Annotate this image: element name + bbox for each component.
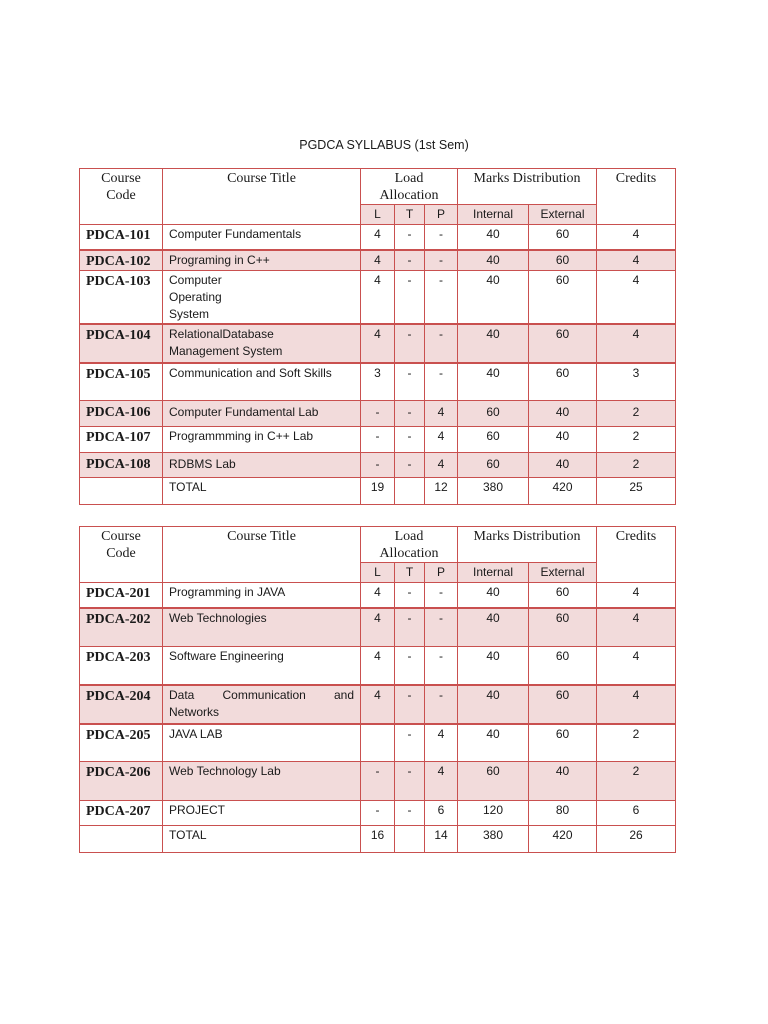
p-value: -	[425, 225, 458, 250]
p-value: 6	[425, 801, 458, 826]
table-row	[80, 724, 676, 762]
p-value: -	[425, 608, 458, 647]
course-title: Programming in JAVA	[163, 583, 361, 608]
total-p: 14	[425, 826, 458, 853]
course-title: Web Technologies	[163, 608, 361, 647]
total-credits: 25	[597, 478, 676, 505]
t-value: -	[395, 583, 425, 608]
marks-distribution-header: Marks Distribution	[458, 169, 597, 205]
total-internal: 380	[458, 478, 529, 505]
course-title: Communication and Soft Skills	[163, 363, 361, 401]
l-value	[361, 724, 395, 762]
course-title: JAVA LAB	[163, 724, 361, 762]
credits-value: 4	[597, 647, 676, 685]
total-blank	[80, 478, 163, 505]
credits-header: Credits	[597, 169, 676, 225]
t-value: -	[395, 324, 425, 363]
total-l: 16	[361, 826, 395, 853]
p-value: 4	[425, 762, 458, 801]
total-row	[80, 478, 676, 505]
t-value: -	[395, 685, 425, 724]
p-value: -	[425, 250, 458, 271]
p-header: P	[425, 205, 458, 225]
table-row	[80, 250, 676, 271]
total-p: 12	[425, 478, 458, 505]
internal-value: 40	[458, 324, 529, 363]
credits-value: 4	[597, 583, 676, 608]
l-value: -	[361, 762, 395, 801]
credits-value: 4	[597, 324, 676, 363]
course-title: Programmming in C++ Lab	[163, 427, 361, 453]
internal-value: 40	[458, 270, 529, 324]
t-value: -	[395, 250, 425, 271]
p-value: 4	[425, 427, 458, 453]
credits-value: 4	[597, 225, 676, 250]
external-value: 80	[529, 801, 597, 826]
course-code-header: Course Code	[80, 169, 163, 225]
external-value: 60	[529, 647, 597, 685]
course-code: PDCA-101	[80, 225, 163, 250]
p-value: 4	[425, 724, 458, 762]
total-t	[395, 826, 425, 853]
internal-value: 40	[458, 685, 529, 724]
course-code: PDCA-105	[80, 363, 163, 401]
page-title: PGDCA SYLLABUS (1st Sem)	[299, 138, 469, 152]
l-value: -	[361, 401, 395, 427]
course-title: Computer Fundamental Lab	[163, 401, 361, 427]
credits-value: 6	[597, 801, 676, 826]
external-value: 60	[529, 324, 597, 363]
course-code: PDCA-204	[80, 685, 163, 724]
table-row	[80, 762, 676, 801]
syllabus-table-2	[79, 526, 676, 853]
internal-header: Internal	[458, 205, 529, 225]
external-value: 60	[529, 363, 597, 401]
credits-value: 2	[597, 762, 676, 801]
table-row	[80, 583, 676, 608]
internal-value: 60	[458, 401, 529, 427]
course-code: PDCA-104	[80, 324, 163, 363]
internal-value: 60	[458, 762, 529, 801]
external-value: 40	[529, 401, 597, 427]
l-value: 4	[361, 270, 395, 324]
course-code: PDCA-106	[80, 401, 163, 427]
course-code: PDCA-108	[80, 453, 163, 478]
external-value: 40	[529, 453, 597, 478]
p-value: 4	[425, 401, 458, 427]
p-value: 4	[425, 453, 458, 478]
external-value: 60	[529, 608, 597, 647]
t-value: -	[395, 724, 425, 762]
table-row	[80, 801, 676, 826]
course-code-header: Course Code	[80, 527, 163, 583]
credits-value: 4	[597, 270, 676, 324]
credits-value: 2	[597, 453, 676, 478]
external-value: 60	[529, 250, 597, 271]
l-value: 4	[361, 583, 395, 608]
internal-header: Internal	[458, 563, 529, 583]
total-label: TOTAL	[163, 826, 361, 853]
table-row	[80, 363, 676, 401]
course-title-header: Course Title	[163, 527, 361, 583]
marks-distribution-header: Marks Distribution	[458, 527, 597, 563]
table-row	[80, 608, 676, 647]
course-code: PDCA-203	[80, 647, 163, 685]
total-credits: 26	[597, 826, 676, 853]
course-code: PDCA-107	[80, 427, 163, 453]
internal-value: 40	[458, 583, 529, 608]
total-row	[80, 826, 676, 853]
total-blank	[80, 826, 163, 853]
l-value: -	[361, 801, 395, 826]
table-row	[80, 685, 676, 724]
credits-value: 4	[597, 685, 676, 724]
table-row	[80, 427, 676, 453]
table-row	[80, 270, 676, 324]
external-value: 60	[529, 724, 597, 762]
table-row	[80, 453, 676, 478]
l-header: L	[361, 205, 395, 225]
p-value: -	[425, 363, 458, 401]
table-row	[80, 401, 676, 427]
l-value: -	[361, 427, 395, 453]
p-value: -	[425, 270, 458, 324]
t-value: -	[395, 401, 425, 427]
course-title: Programing in C++	[163, 250, 361, 271]
total-internal: 380	[458, 826, 529, 853]
credits-value: 4	[597, 608, 676, 647]
total-external: 420	[529, 478, 597, 505]
credits-value: 2	[597, 427, 676, 453]
table-row	[80, 225, 676, 250]
l-value: 4	[361, 608, 395, 647]
course-title: Data Communication and Networks	[163, 685, 361, 724]
t-value: -	[395, 363, 425, 401]
load-allocation-header: Load Allocation	[361, 169, 458, 205]
p-value: -	[425, 685, 458, 724]
total-t	[395, 478, 425, 505]
l-value: -	[361, 453, 395, 478]
internal-value: 40	[458, 225, 529, 250]
t-header: T	[395, 205, 425, 225]
internal-value: 60	[458, 453, 529, 478]
internal-value: 40	[458, 250, 529, 271]
credits-value: 2	[597, 401, 676, 427]
course-title: Web Technology Lab	[163, 762, 361, 801]
syllabus-table-1	[79, 168, 676, 505]
p-value: -	[425, 583, 458, 608]
p-value: -	[425, 324, 458, 363]
external-value: 60	[529, 685, 597, 724]
l-value: 4	[361, 250, 395, 271]
external-header: External	[529, 563, 597, 583]
t-value: -	[395, 427, 425, 453]
p-header: P	[425, 563, 458, 583]
table-row	[80, 647, 676, 685]
course-title: Computer Operating System	[163, 270, 361, 324]
course-title: Computer Fundamentals	[163, 225, 361, 250]
external-header: External	[529, 205, 597, 225]
l-value: 4	[361, 324, 395, 363]
t-value: -	[395, 801, 425, 826]
t-value: -	[395, 762, 425, 801]
course-title: PROJECT	[163, 801, 361, 826]
l-value: 4	[361, 685, 395, 724]
external-value: 60	[529, 225, 597, 250]
l-header: L	[361, 563, 395, 583]
t-header: T	[395, 563, 425, 583]
credits-value: 3	[597, 363, 676, 401]
p-value: -	[425, 647, 458, 685]
table-row	[80, 324, 676, 363]
course-title: RDBMS Lab	[163, 453, 361, 478]
l-value: 3	[361, 363, 395, 401]
credits-value: 2	[597, 724, 676, 762]
l-value: 4	[361, 225, 395, 250]
internal-value: 40	[458, 724, 529, 762]
credits-value: 4	[597, 250, 676, 271]
course-code: PDCA-206	[80, 762, 163, 801]
t-value: -	[395, 647, 425, 685]
internal-value: 60	[458, 427, 529, 453]
internal-value: 40	[458, 363, 529, 401]
internal-value: 120	[458, 801, 529, 826]
t-value: -	[395, 225, 425, 250]
total-l: 19	[361, 478, 395, 505]
course-title-header: Course Title	[163, 169, 361, 225]
load-allocation-header: Load Allocation	[361, 527, 458, 563]
credits-header: Credits	[597, 527, 676, 583]
t-value: -	[395, 453, 425, 478]
course-title: RelationalDatabase Management System	[163, 324, 361, 363]
external-value: 40	[529, 762, 597, 801]
course-code: PDCA-201	[80, 583, 163, 608]
t-value: -	[395, 608, 425, 647]
course-code: PDCA-103	[80, 270, 163, 324]
total-external: 420	[529, 826, 597, 853]
t-value: -	[395, 270, 425, 324]
external-value: 40	[529, 427, 597, 453]
external-value: 60	[529, 583, 597, 608]
internal-value: 40	[458, 608, 529, 647]
course-code: PDCA-202	[80, 608, 163, 647]
course-code: PDCA-205	[80, 724, 163, 762]
l-value: 4	[361, 647, 395, 685]
total-label: TOTAL	[163, 478, 361, 505]
course-code: PDCA-207	[80, 801, 163, 826]
external-value: 60	[529, 270, 597, 324]
course-title: Software Engineering	[163, 647, 361, 685]
course-code: PDCA-102	[80, 250, 163, 271]
internal-value: 40	[458, 647, 529, 685]
